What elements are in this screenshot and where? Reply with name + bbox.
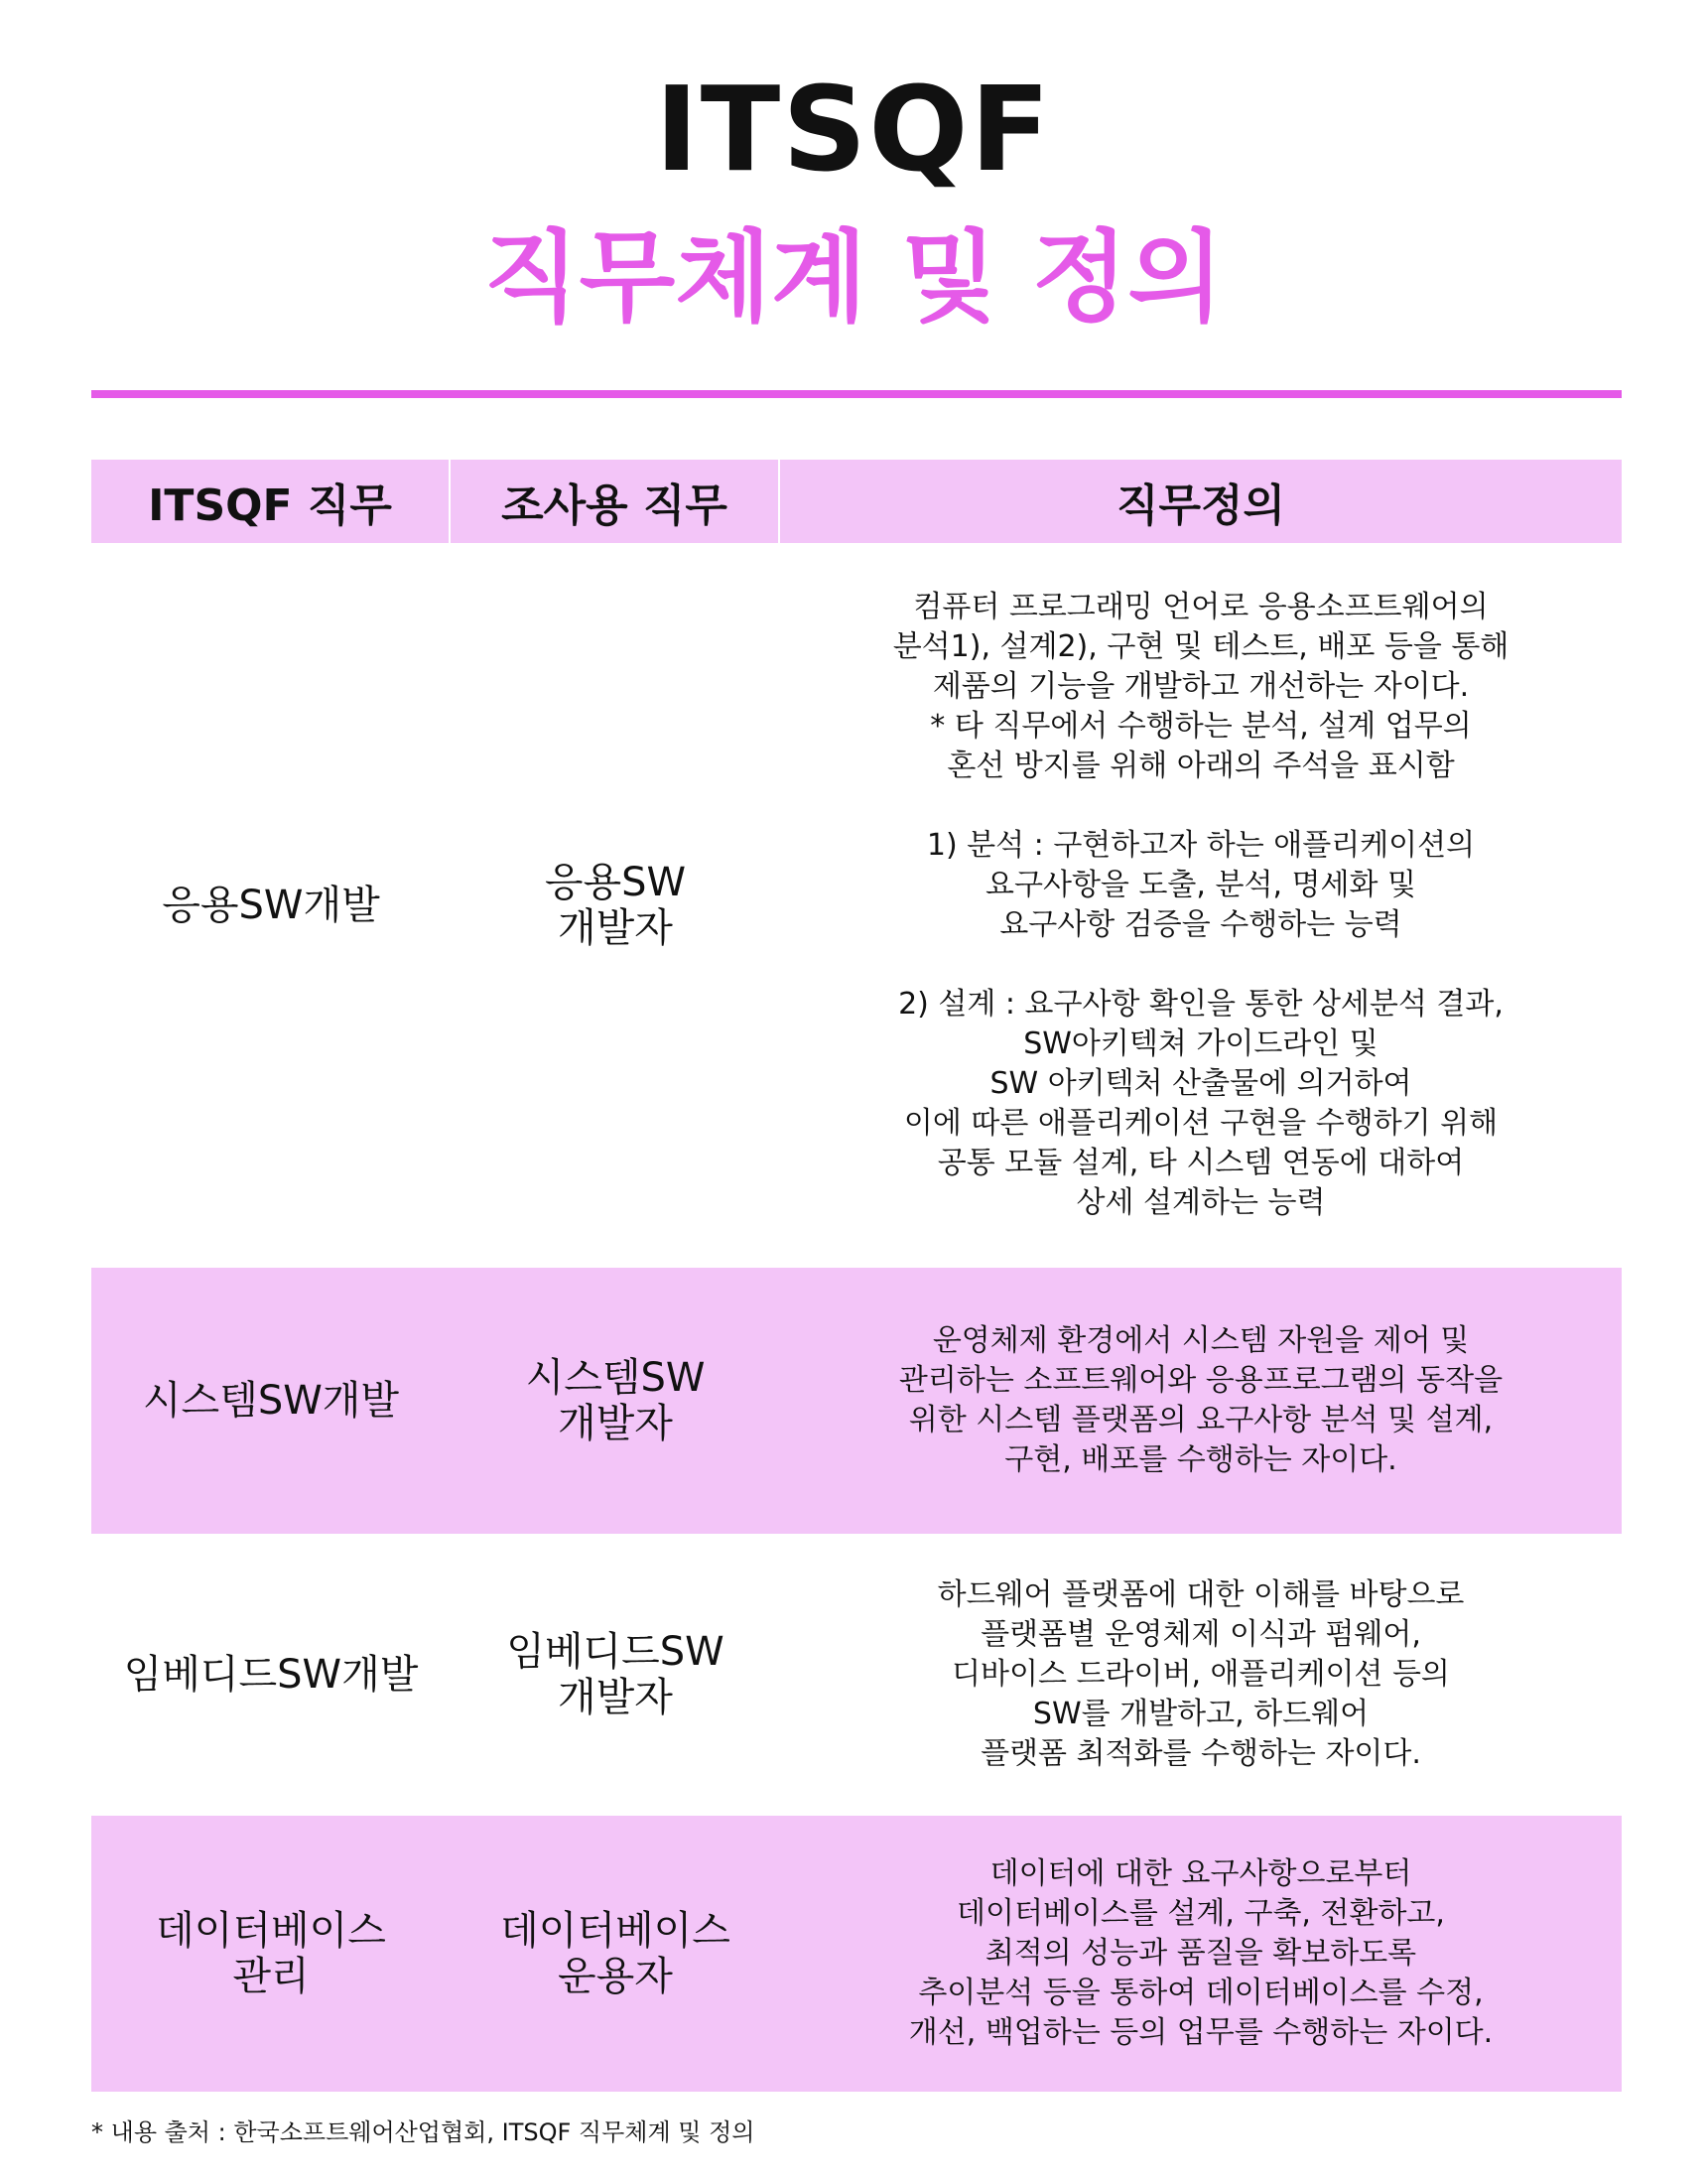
page-subtitle: 직무체계 및 정의 [483,219,1224,336]
itsqf-job-cell: 응용SW개발 [162,883,380,928]
header-itsqf-job: ITSQF 직무 [91,460,451,543]
survey-job-cell: 시스템SW 개발자 [525,1355,706,1446]
table-header-row [91,460,1622,543]
page-title: ITSQF [654,61,1053,198]
header-survey-job: 조사용 직무 [451,460,780,543]
itsqf-job-cell: 데이터베이스 관리 [156,1908,386,1999]
job-definition-cell: 데이터에 대한 요구사항으로부터 데이터베이스를 설계, 구축, 전환하고, 최적의 성능과 품질을 확보하도록 추이분석 등을 통하여 데이터베이스를 수정, 개선, 백업하는 등의 업무를 수행하는 자이다. [908,1856,1494,2050]
survey-job-cell: 응용SW 개발자 [544,860,687,951]
table-row [91,1816,1622,2092]
title-divider [91,390,1622,398]
table-row [91,543,1622,1268]
job-definition-cell: 운영체제 환경에서 시스템 자원을 제어 및 관리하는 소프트웨어와 응용프로그램의 동작을 위한 시스템 플랫폼의 요구사항 분석 및 설계, 구현, 배포를 수행하는 자이다. [898,1323,1504,1477]
survey-job-cell: 데이터베이스 운용자 [500,1908,730,1999]
job-definition-cell: 컴퓨터 프로그래밍 언어로 응용소프트웨어의 분석1), 설계2), 구현 및 테스트, 배포 등을 통해 제품의 기능을 개발하고 개선하는 자이다. * 타 직무에서 수행하는 분석, 설계 업무의 혼선 방지를 위해 아래의 주석을 표시함 1) 분석 : 구현하고자 하는 애플리케이션의 요구사항을 도출, 분석, 명세화 및 요구사항 검증을 수행하는 능력 2) 설계 : 요구사항 확인을 통한 상세분석 결과, SW아키텍쳐 가이드라인 및 SW 아키텍처 산출물에 의거하여 이에 따른 애플리케이션 구현을 수행하기 위해 공통 모듈 설계, 타 시스템 연동에 대하여 상세 설계하는 능력 [892,590,1510,1220]
survey-job-cell: 임베디드SW 개발자 [506,1629,724,1720]
itsqf-job-cell: 임베디드SW개발 [123,1652,419,1698]
job-definition-cell: 하드웨어 플랫폼에 대한 이해를 바탕으로 플랫폼별 운영체제 이식과 펌웨어, 디바이스 드라이버, 애플리케이션 등의 SW를 개발하고, 하드웨어 플랫폼 최적화를 수행하는 자이다. [937,1577,1465,1771]
table-row [91,1534,1622,1816]
itsqf-job-cell: 시스템SW개발 [142,1378,400,1424]
source-footnote: * 내용 출처 : 한국소프트웨어산업협회, ITSQF 직무체계 및 정의 [91,2118,755,2146]
header-job-definition: 직무정의 [1116,480,1285,531]
job-definition-table [91,460,1622,2092]
table-row [91,1268,1622,1534]
